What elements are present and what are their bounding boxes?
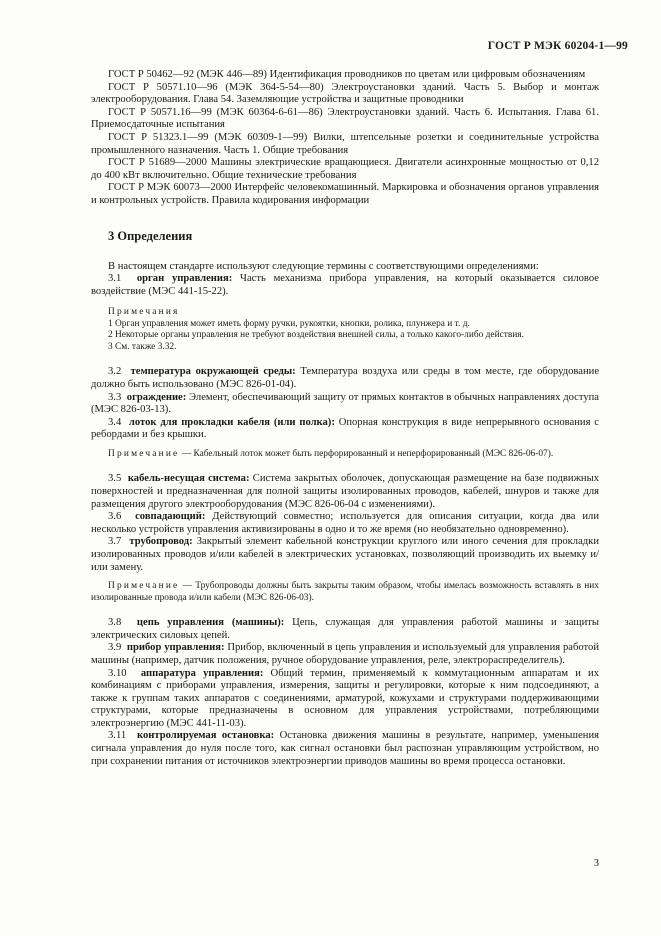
definition-text: Цепь, служащая для управления работой машины и защиты электрических силовых цепей. — [91, 617, 599, 641]
note-3-7 — [91, 581, 599, 604]
term: ограждение: — [126, 391, 187, 403]
term: прибор управления: — [126, 642, 225, 654]
note-3-4 — [91, 449, 599, 461]
clause-number: 3.3 — [108, 391, 122, 403]
note-item: 1 Орган управления может иметь форму ручки, рукоятки, кнопки, ролика, плунжера и т. д. — [108, 318, 470, 329]
definition-3-3 — [91, 392, 599, 417]
note-text: — Трубопроводы должны быть закрыты таким образом, чтобы имелась возможность вставлять в них изолированные провода и/или кабели (МЭС 826-06-03). — [91, 581, 599, 603]
definition-3-10 — [91, 668, 599, 731]
clause-number: 3.6 — [108, 511, 122, 523]
page-number: 3 — [593, 858, 599, 869]
clause-number: 3.10 — [108, 667, 127, 679]
definition-3-5 — [91, 473, 599, 511]
intro-paragraph: В настоящем стандарте используют следующие термины с соответствующими определениями: — [108, 260, 539, 272]
clause-number: 3.8 — [108, 617, 122, 629]
term: совпадающий: — [135, 511, 206, 523]
definition-3-6 — [91, 511, 599, 536]
term: кабель-несущая система: — [127, 473, 250, 485]
reference-item: ГОСТ Р МЭК 60073—2000 Интерфейс человекомашинный. Маркировка и обозначения органов управления и контрольных устройств. Правила кодирования информации — [91, 182, 599, 206]
definition-text: Прибор, включенный в цепь управления и используемый для управления работой машины (например, датчик положения, ручное оборудование управления, реле, электрораспределитель). — [91, 642, 599, 666]
term: температура окружающей среды: — [130, 366, 296, 378]
definition-text: Остановка движения машины в результате, например, уменьшения сигнала управления до нуля после того, как сигнал остановки был распознан управляющим устройством, но при сохранении питания от источников электроэнергии приводов машины во время процесса остановки. — [91, 730, 599, 767]
definition-text: Опорная конструкция в виде непрерывного основания с ребордами и без крышки. — [91, 416, 599, 441]
definition-3-8 — [91, 617, 599, 642]
note-item: 2 Некоторые органы управления не требуют воздействия внешней силы, а только какого-либо действия. — [108, 330, 524, 341]
note-item: 3 См. также 3.32. — [108, 341, 177, 352]
definition-text: Часть механизма прибора управления, на который оказывается силовое воздействие (МЭС 441-15-22). — [91, 273, 599, 297]
clause-number: 3.4 — [108, 416, 122, 428]
definition-text: Система закрытых оболочек, допускающая размещение на базе подвижных поверхностей и предназначенная для полной защиты изолированных проводов, кабелей, шнуров и также для размещения другого электрооборудования (МЭС 826-06-04 с изменениями). — [91, 473, 599, 510]
reference-item: ГОСТ Р 51689—2000 Машины электрические вращающиеся. Двигатели асинхронные мощностью от 0,12 до 400 кВт включительно. Общие технические требования — [91, 157, 599, 181]
definition-3-9 — [91, 642, 599, 667]
note-text: — Кабельный лоток может быть перфорированный и неперфорированный (МЭС 826-06-07). — [179, 448, 554, 459]
note-label: Примечание — [108, 581, 180, 592]
clause-number: 3.1 — [108, 273, 122, 285]
reference-item: ГОСТ Р 50571.16—99 (МЭК 60364-6-61—86) Электроустановки зданий. Часть 6. Испытания. Глава 61. Приемосдаточные испытания — [91, 106, 599, 131]
definition-text: Общий термин, применяемый к коммутационным аппаратам и их комбинациям с приборами управления, измерения, защиты и регулировки, которые к ним подсоединяют, а также к группам таких аппаратов с соединениями, арматурой, кожухами и структурами поддерживающими структурами, которые предназначены в основном для управления устройствами, потребляющими электроэнергию (МЭС 441-11-03). — [91, 667, 599, 729]
definition-3-11 — [91, 730, 599, 768]
notes-block — [91, 307, 599, 353]
reference-item: ГОСТ Р 51323.1—99 (МЭК 60309-1—99) Вилки, штепсельные розетки и соединительные устройства промышленного назначения. Часть 1. Общие требования — [91, 131, 599, 156]
clause-number: 3.2 — [108, 366, 122, 378]
definition-3-2 — [91, 366, 599, 391]
term: лоток для прокладки кабеля (или полка): — [128, 416, 335, 428]
clause-number: 3.5 — [108, 473, 122, 485]
definition-3-4 — [91, 417, 599, 442]
definition-text: Температура воздуха или среды в том месте, где оборудование должно быть использовано (МЭС 826-01-04). — [91, 366, 600, 390]
note-label: Примечание — [108, 448, 180, 459]
definition-text: Элемент, обеспечивающий защиту от прямых контактов в обычных направлениях доступа (МЭС 826-03-13). — [91, 391, 600, 416]
term: аппаратура управления: — [140, 667, 264, 679]
term: орган управления: — [136, 273, 233, 285]
clause-number: 3.7 — [108, 536, 122, 548]
definition-text: Действующий совместно; используется для описания ситуации, когда два или несколько устройств управления активизированы в одно и то же время (но необязательно одновременно). — [91, 511, 599, 535]
term: трубопровод: — [129, 536, 193, 548]
clause-number: 3.11 — [108, 730, 127, 742]
document-header: ГОСТ Р МЭК 60204-1—99 — [487, 40, 628, 52]
reference-item: ГОСТ Р 50571.10—96 (МЭК 364-5-54—80) Электроустановки зданий. Часть 5. Выбор и монтаж электрооборудования. Глава 54. Заземляющие устройства и защитные проводники — [91, 81, 599, 106]
term: контролируемая остановка: — [137, 730, 275, 742]
definition-3-7 — [91, 536, 599, 574]
page-content — [91, 69, 599, 768]
clause-number: 3.9 — [108, 642, 122, 654]
reference-item: ГОСТ Р 50462—92 (МЭК 446—89) Идентификация проводников по цветам или цифровым обозначениям — [108, 69, 586, 80]
term: цепь управления (машины): — [136, 617, 285, 629]
notes-title: Примечания — [108, 307, 180, 318]
definition-3-1 — [91, 273, 599, 298]
definition-text: Закрытый элемент кабельной конструкции круглого или иного сечения для прокладки изолированных проводов и/или кабелей в электрических установках, позволяющий производить их выемку и/или замену. — [91, 536, 599, 573]
section-title: 3 Определения — [108, 228, 193, 243]
